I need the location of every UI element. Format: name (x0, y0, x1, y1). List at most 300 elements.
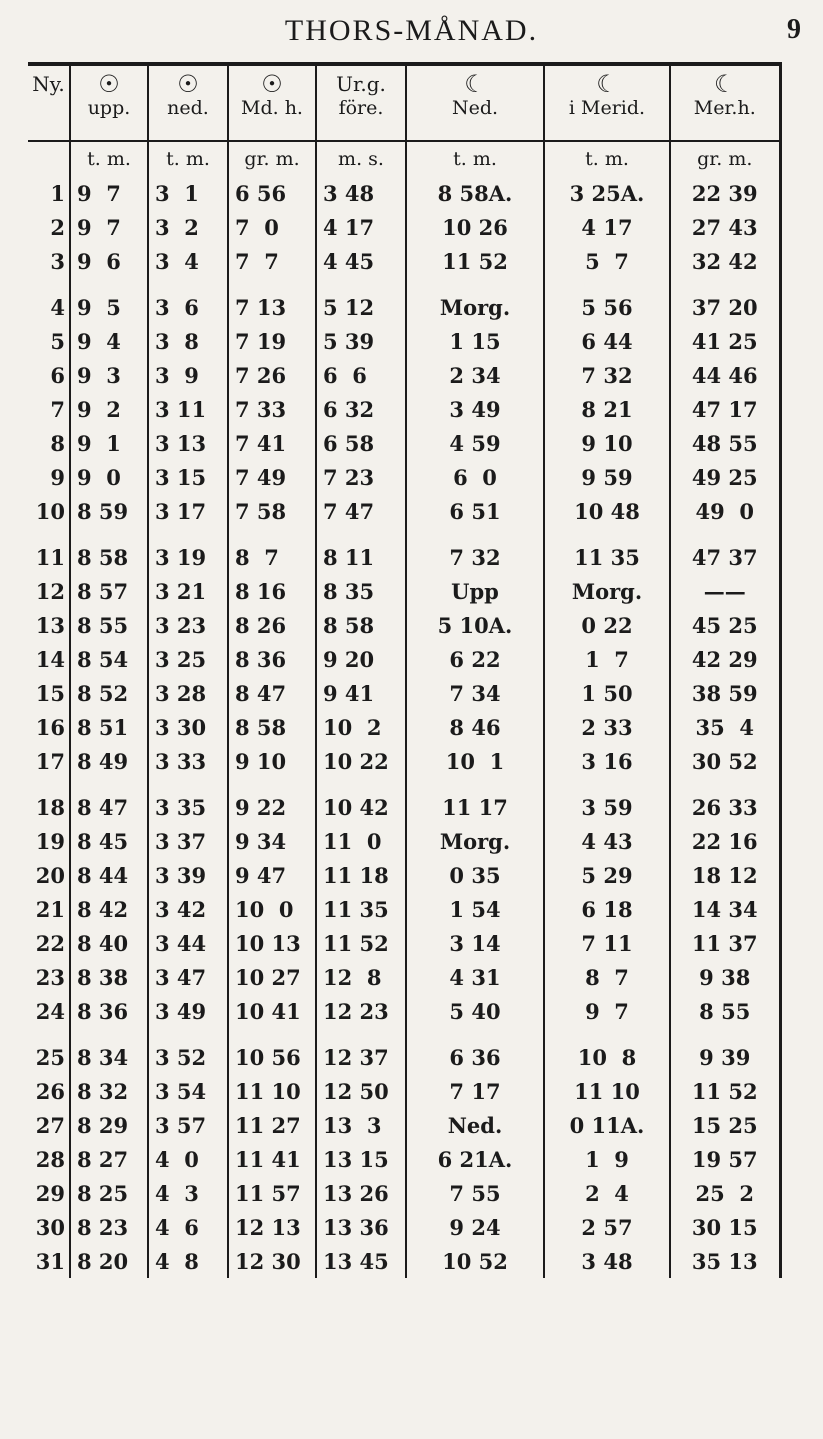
table-row (28, 790, 780, 824)
clock-ahead-cell: 6 58 (316, 426, 406, 460)
sunrise-cell: 8 38 (70, 960, 148, 994)
moonset-cell: 4 59 (406, 426, 544, 460)
moonset-cell: Morg. (406, 824, 544, 858)
sunrise-cell: 8 58 (70, 540, 148, 574)
moon-meridian-cell: 5 29 (544, 858, 670, 892)
moonset-cell: 0 35 (406, 858, 544, 892)
moon-icon: ☾ (596, 70, 618, 98)
col-header-clock-ahead (316, 64, 406, 141)
clock-ahead-cell: 3 48 (316, 176, 406, 210)
table-row (28, 210, 780, 244)
spacer-cell (70, 778, 148, 790)
moonset-cell: Ned. (406, 1108, 544, 1142)
unit-cell: m. s. (316, 141, 406, 176)
moon-height-cell: 9 38 (670, 960, 780, 994)
spacer-cell (148, 278, 228, 290)
day-cell: 28 (35, 1146, 65, 1172)
sunset-cell: 3 23 (148, 608, 228, 642)
moon-height-cell: 27 43 (670, 210, 780, 244)
clock-ahead-cell: 10 2 (316, 710, 406, 744)
moon-meridian-cell: 2 33 (544, 710, 670, 744)
col-header-moon-meridian (544, 64, 670, 141)
sunset-cell: 4 0 (148, 1142, 228, 1176)
moon-height-cell: 8 55 (670, 994, 780, 1028)
sunrise-cell: 9 1 (70, 426, 148, 460)
spacer-cell (28, 778, 70, 790)
sunrise-cell: 9 5 (70, 290, 148, 324)
clock-ahead-cell: 12 37 (316, 1040, 406, 1074)
sunset-cell: 3 21 (148, 574, 228, 608)
units-row (28, 141, 780, 176)
moon-meridian-cell: 2 4 (544, 1176, 670, 1210)
moon-height-cell: 42 29 (670, 642, 780, 676)
clock-ahead-cell: 13 36 (316, 1210, 406, 1244)
sun-height-cell: 7 0 (228, 210, 316, 244)
moon-height-cell: 30 52 (670, 744, 780, 778)
spacer-cell (148, 1028, 228, 1040)
day-cell: 30 (35, 1214, 65, 1240)
sunset-cell: 3 30 (148, 710, 228, 744)
col-header-sun-meridian-height (228, 64, 316, 141)
page-number: 9 (787, 14, 801, 45)
table-row (28, 994, 780, 1028)
sunset-cell: 3 6 (148, 290, 228, 324)
moonset-cell: 10 26 (406, 210, 544, 244)
table-row (28, 392, 780, 426)
sunrise-cell: 8 32 (70, 1074, 148, 1108)
new-style-label: Ny. (32, 72, 65, 96)
moonset-cell: 11 17 (406, 790, 544, 824)
table-row (28, 426, 780, 460)
moon-meridian-cell: 6 18 (544, 892, 670, 926)
sun-height-cell: 8 26 (228, 608, 316, 642)
sun-height-cell: 10 0 (228, 892, 316, 926)
moon-height-cell: —— (670, 574, 780, 608)
sunrise-cell: 8 54 (70, 642, 148, 676)
clock-ahead-cell: 6 6 (316, 358, 406, 392)
clock-ahead-cell: 9 20 (316, 642, 406, 676)
moon-meridian-cell: 1 9 (544, 1142, 670, 1176)
day-cell: 21 (35, 896, 65, 922)
sunset-cell: 3 8 (148, 324, 228, 358)
clock-ahead-cell: 10 42 (316, 790, 406, 824)
sunrise-cell: 9 3 (70, 358, 148, 392)
sunset-cell: 4 6 (148, 1210, 228, 1244)
spacer-cell (406, 1028, 544, 1040)
sunset-cell: 3 52 (148, 1040, 228, 1074)
day-cell: 4 (50, 294, 65, 320)
col-header-day (28, 64, 70, 141)
sun-height-cell: 12 13 (228, 1210, 316, 1244)
day-cell: 8 (50, 430, 65, 456)
clock-ahead-cell: 7 23 (316, 460, 406, 494)
moonset-cell: 4 31 (406, 960, 544, 994)
col-label: Md. h. (241, 97, 303, 119)
moon-height-cell: 14 34 (670, 892, 780, 926)
moonset-cell: 6 22 (406, 642, 544, 676)
moon-height-cell: 22 16 (670, 824, 780, 858)
day-cell: 27 (35, 1112, 65, 1138)
day-cell: 16 (35, 714, 65, 740)
sun-height-cell: 9 10 (228, 744, 316, 778)
sunset-cell: 3 1 (148, 176, 228, 210)
sunrise-cell: 8 52 (70, 676, 148, 710)
clock-ahead-cell: 4 17 (316, 210, 406, 244)
col-label: upp. (87, 97, 131, 119)
table-row (28, 892, 780, 926)
table-row (28, 710, 780, 744)
moon-meridian-cell: 3 25A. (544, 176, 670, 210)
moonset-cell: Morg. (406, 290, 544, 324)
table-row (28, 1108, 780, 1142)
spacer-cell (228, 528, 316, 540)
day-cell: 2 (50, 214, 65, 240)
moon-height-cell: 11 52 (670, 1074, 780, 1108)
day-cell: 18 (35, 794, 65, 820)
moon-meridian-cell: 3 48 (544, 1244, 670, 1278)
header-row (28, 64, 780, 141)
spacer-cell (316, 528, 406, 540)
spacer-cell (70, 278, 148, 290)
spacer-cell (544, 1028, 670, 1040)
table-row (28, 1176, 780, 1210)
day-cell: 25 (35, 1044, 65, 1070)
moon-height-cell: 30 15 (670, 1210, 780, 1244)
sunrise-cell: 8 49 (70, 744, 148, 778)
spacer-cell (28, 528, 70, 540)
unit-cell: t. m. (70, 141, 148, 176)
moonset-cell: 7 34 (406, 676, 544, 710)
moon-meridian-cell: 4 43 (544, 824, 670, 858)
moonset-cell: 8 46 (406, 710, 544, 744)
sunrise-cell: 9 6 (70, 244, 148, 278)
sunset-cell: 3 44 (148, 926, 228, 960)
sunset-cell: 3 37 (148, 824, 228, 858)
sunset-cell: 3 15 (148, 460, 228, 494)
sunrise-cell: 8 44 (70, 858, 148, 892)
clock-ahead-cell: 5 39 (316, 324, 406, 358)
group-spacer (28, 1028, 780, 1040)
sunset-cell: 3 54 (148, 1074, 228, 1108)
sunset-cell: 3 49 (148, 994, 228, 1028)
table-row (28, 744, 780, 778)
sun-height-cell: 11 27 (228, 1108, 316, 1142)
clock-ahead-cell: 6 32 (316, 392, 406, 426)
spacer-cell (670, 528, 780, 540)
day-cell: 5 (50, 328, 65, 354)
col-symbol-text: Ur.g. (336, 72, 386, 96)
clock-ahead-cell: 12 8 (316, 960, 406, 994)
moonset-cell: 8 58A. (406, 176, 544, 210)
table-row (28, 290, 780, 324)
sun-height-cell: 7 49 (228, 460, 316, 494)
table-row (28, 460, 780, 494)
unit-cell (28, 141, 70, 176)
spacer-cell (316, 778, 406, 790)
moon-meridian-cell: 9 59 (544, 460, 670, 494)
sunrise-cell: 8 34 (70, 1040, 148, 1074)
sun-height-cell: 7 26 (228, 358, 316, 392)
day-cell: 6 (50, 362, 65, 388)
sunset-cell: 3 4 (148, 244, 228, 278)
day-cell: 15 (35, 680, 65, 706)
day-cell: 7 (50, 396, 65, 422)
table-row (28, 1142, 780, 1176)
clock-ahead-cell: 13 26 (316, 1176, 406, 1210)
almanac-table (28, 62, 782, 1278)
sunrise-cell: 8 42 (70, 892, 148, 926)
moonset-cell: 9 24 (406, 1210, 544, 1244)
day-cell: 12 (35, 578, 65, 604)
sun-height-cell: 7 33 (228, 392, 316, 426)
sunrise-cell: 8 20 (70, 1244, 148, 1278)
sun-height-cell: 8 16 (228, 574, 316, 608)
clock-ahead-cell: 11 52 (316, 926, 406, 960)
day-cell: 31 (35, 1248, 65, 1274)
moon-height-cell: 49 0 (670, 494, 780, 528)
moon-meridian-cell: 6 44 (544, 324, 670, 358)
table-row (28, 1210, 780, 1244)
sun-height-cell: 11 10 (228, 1074, 316, 1108)
table-row (28, 1040, 780, 1074)
moon-meridian-cell: Morg. (544, 574, 670, 608)
sun-height-cell: 9 22 (228, 790, 316, 824)
clock-ahead-cell: 11 35 (316, 892, 406, 926)
spacer-cell (544, 778, 670, 790)
clock-ahead-cell: 11 0 (316, 824, 406, 858)
unit-cell: t. m. (406, 141, 544, 176)
table-row (28, 574, 780, 608)
unit-cell: gr. m. (228, 141, 316, 176)
moon-meridian-cell: 0 11A. (544, 1108, 670, 1142)
spacer-cell (406, 528, 544, 540)
col-label: före. (338, 97, 384, 119)
moonset-cell: 6 36 (406, 1040, 544, 1074)
table-row (28, 676, 780, 710)
moonset-cell: 3 49 (406, 392, 544, 426)
moonset-cell: 6 51 (406, 494, 544, 528)
sunrise-cell: 9 7 (70, 176, 148, 210)
sun-icon: ☉ (98, 70, 120, 98)
moonset-cell: 6 21A. (406, 1142, 544, 1176)
group-spacer (28, 278, 780, 290)
sunrise-cell: 8 27 (70, 1142, 148, 1176)
spacer-cell (28, 278, 70, 290)
col-header-sunset (148, 64, 228, 141)
moon-meridian-cell: 1 7 (544, 642, 670, 676)
sunset-cell: 3 9 (148, 358, 228, 392)
moonset-cell: 5 10A. (406, 608, 544, 642)
moon-meridian-cell: 5 56 (544, 290, 670, 324)
col-header-sunrise (70, 64, 148, 141)
sunrise-cell: 8 45 (70, 824, 148, 858)
sun-height-cell: 11 41 (228, 1142, 316, 1176)
clock-ahead-cell: 13 15 (316, 1142, 406, 1176)
moonset-cell: 11 52 (406, 244, 544, 278)
sun-height-cell: 9 34 (228, 824, 316, 858)
moon-height-cell: 22 39 (670, 176, 780, 210)
moon-height-cell: 48 55 (670, 426, 780, 460)
moonset-cell: Upp (406, 574, 544, 608)
sunrise-cell: 9 2 (70, 392, 148, 426)
sunset-cell: 3 39 (148, 858, 228, 892)
day-cell: 23 (35, 964, 65, 990)
day-cell: 9 (50, 464, 65, 490)
moon-meridian-cell: 3 16 (544, 744, 670, 778)
page-title: THORS-MÅNAD. (284, 14, 539, 47)
sun-height-cell: 7 13 (228, 290, 316, 324)
sunrise-cell: 9 4 (70, 324, 148, 358)
sunset-cell: 3 25 (148, 642, 228, 676)
moon-meridian-cell: 0 22 (544, 608, 670, 642)
sun-height-cell: 9 47 (228, 858, 316, 892)
spacer-cell (148, 778, 228, 790)
day-cell: 3 (50, 248, 65, 274)
day-cell: 26 (35, 1078, 65, 1104)
sunrise-cell: 8 25 (70, 1176, 148, 1210)
moonset-cell: 10 1 (406, 744, 544, 778)
sunset-cell: 3 19 (148, 540, 228, 574)
sunset-cell: 3 33 (148, 744, 228, 778)
sunset-cell: 3 2 (148, 210, 228, 244)
sunrise-cell: 8 51 (70, 710, 148, 744)
spacer-cell (228, 1028, 316, 1040)
sun-height-cell: 8 47 (228, 676, 316, 710)
moon-icon: ☾ (464, 70, 486, 98)
moonset-cell: 3 14 (406, 926, 544, 960)
clock-ahead-cell: 4 45 (316, 244, 406, 278)
moonset-cell: 1 54 (406, 892, 544, 926)
moon-height-cell: 15 25 (670, 1108, 780, 1142)
table-row (28, 608, 780, 642)
sun-height-cell: 10 13 (228, 926, 316, 960)
moonset-cell: 5 40 (406, 994, 544, 1028)
sun-height-cell: 10 56 (228, 1040, 316, 1074)
clock-ahead-cell: 8 11 (316, 540, 406, 574)
moon-height-cell: 26 33 (670, 790, 780, 824)
table-row (28, 960, 780, 994)
moon-meridian-cell: 7 11 (544, 926, 670, 960)
sun-height-cell: 7 19 (228, 324, 316, 358)
moon-meridian-cell: 3 59 (544, 790, 670, 824)
spacer-cell (406, 778, 544, 790)
clock-ahead-cell: 12 23 (316, 994, 406, 1028)
moon-height-cell: 9 39 (670, 1040, 780, 1074)
spacer-cell (228, 278, 316, 290)
col-header-moonset (406, 64, 544, 141)
clock-ahead-cell: 12 50 (316, 1074, 406, 1108)
sun-height-cell: 8 36 (228, 642, 316, 676)
moon-meridian-cell: 5 7 (544, 244, 670, 278)
moon-height-cell: 19 57 (670, 1142, 780, 1176)
sunrise-cell: 8 59 (70, 494, 148, 528)
moonset-cell: 1 15 (406, 324, 544, 358)
moonset-cell: 2 34 (406, 358, 544, 392)
moon-meridian-cell: 9 7 (544, 994, 670, 1028)
moon-height-cell: 18 12 (670, 858, 780, 892)
moon-height-cell: 11 37 (670, 926, 780, 960)
moon-height-cell: 38 59 (670, 676, 780, 710)
moonset-cell: 6 0 (406, 460, 544, 494)
sunrise-cell: 8 29 (70, 1108, 148, 1142)
spacer-cell (28, 1028, 70, 1040)
table-row (28, 540, 780, 574)
sun-height-cell: 7 41 (228, 426, 316, 460)
spacer-cell (670, 778, 780, 790)
moon-meridian-cell: 9 10 (544, 426, 670, 460)
spacer-cell (70, 1028, 148, 1040)
spacer-cell (316, 278, 406, 290)
moon-height-cell: 47 17 (670, 392, 780, 426)
table-row (28, 1074, 780, 1108)
sunset-cell: 3 13 (148, 426, 228, 460)
sunrise-cell: 8 55 (70, 608, 148, 642)
moon-meridian-cell: 10 48 (544, 494, 670, 528)
sun-height-cell: 7 58 (228, 494, 316, 528)
clock-ahead-cell: 8 58 (316, 608, 406, 642)
sunrise-cell: 8 36 (70, 994, 148, 1028)
moon-meridian-cell: 8 7 (544, 960, 670, 994)
moon-height-cell: 35 4 (670, 710, 780, 744)
spacer-cell (544, 278, 670, 290)
sunset-cell: 4 8 (148, 1244, 228, 1278)
sun-height-cell: 10 41 (228, 994, 316, 1028)
day-cell: 13 (35, 612, 65, 638)
day-cell: 22 (35, 930, 65, 956)
moon-height-cell: 41 25 (670, 324, 780, 358)
sun-height-cell: 6 56 (228, 176, 316, 210)
clock-ahead-cell: 7 47 (316, 494, 406, 528)
sunset-cell: 3 42 (148, 892, 228, 926)
moon-meridian-cell: 1 50 (544, 676, 670, 710)
moonset-cell: 10 52 (406, 1244, 544, 1278)
table-row (28, 824, 780, 858)
clock-ahead-cell: 8 35 (316, 574, 406, 608)
sunset-cell: 3 35 (148, 790, 228, 824)
sunset-cell: 4 3 (148, 1176, 228, 1210)
moon-height-cell: 32 42 (670, 244, 780, 278)
sunrise-cell: 8 23 (70, 1210, 148, 1244)
sunrise-cell: 8 40 (70, 926, 148, 960)
sun-height-cell: 12 30 (228, 1244, 316, 1278)
day-cell: 14 (35, 646, 65, 672)
group-spacer (28, 778, 780, 790)
sunset-cell: 3 47 (148, 960, 228, 994)
day-cell: 24 (35, 998, 65, 1024)
sunset-cell: 3 17 (148, 494, 228, 528)
col-label: Mer.h. (693, 97, 756, 119)
sun-height-cell: 7 7 (228, 244, 316, 278)
sunset-cell: 3 28 (148, 676, 228, 710)
sunset-cell: 3 11 (148, 392, 228, 426)
spacer-cell (70, 528, 148, 540)
unit-cell: t. m. (148, 141, 228, 176)
moon-meridian-cell: 4 17 (544, 210, 670, 244)
day-cell: 10 (35, 498, 65, 524)
sun-height-cell: 8 58 (228, 710, 316, 744)
clock-ahead-cell: 5 12 (316, 290, 406, 324)
day-cell: 1 (50, 180, 65, 206)
spacer-cell (406, 278, 544, 290)
sunrise-cell: 8 57 (70, 574, 148, 608)
sunrise-cell: 9 7 (70, 210, 148, 244)
clock-ahead-cell: 13 45 (316, 1244, 406, 1278)
moon-height-cell: 45 25 (670, 608, 780, 642)
table-row (28, 642, 780, 676)
sun-height-cell: 8 7 (228, 540, 316, 574)
moon-meridian-cell: 7 32 (544, 358, 670, 392)
day-cell: 11 (35, 544, 65, 570)
